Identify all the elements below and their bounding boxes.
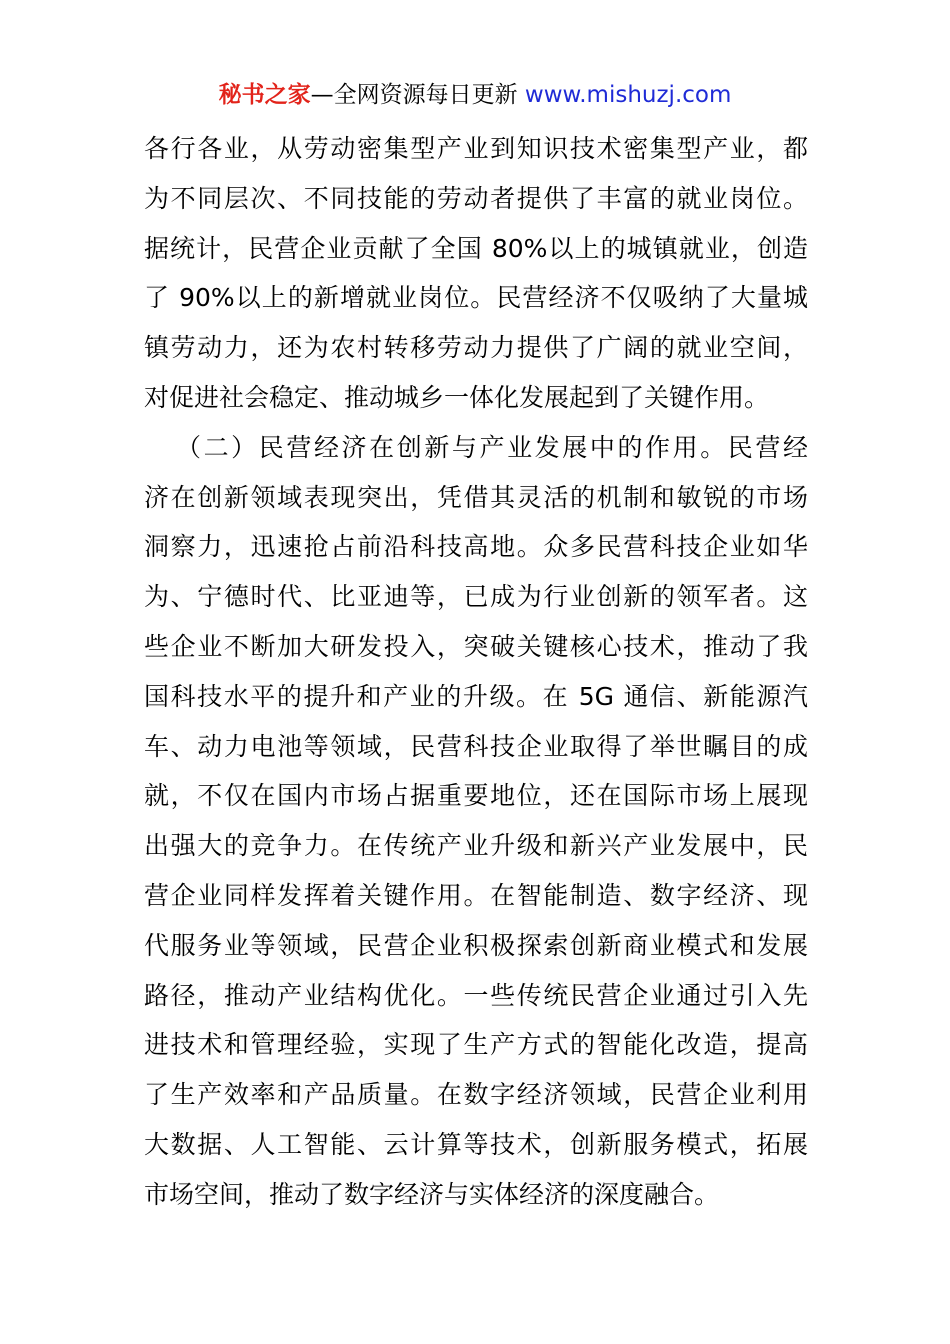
- text-line: 各行各业，从劳动密集型产业到知识技术密集型产业，都: [144, 134, 808, 163]
- text-line: 镇劳动力，还为农村转移劳动力提供了广阔的就业空间，: [144, 333, 808, 363]
- text-line: 国科技水平的提升和产业的升级。在 5G 通信、新能源汽: [144, 681, 808, 711]
- text-line: 市场空间，推动了数字经济与实体经济的深度融合。: [144, 1179, 720, 1209]
- text-line: 大数据、人工智能、云计算等技术，创新服务模式，拓展: [144, 1129, 808, 1159]
- text-line: 营企业同样发挥着关键作用。在智能制造、数字经济、现: [144, 880, 808, 910]
- text-line: 就，不仅在国内市场占据重要地位，还在国际市场上展现: [144, 781, 808, 811]
- text-line: 为不同层次、不同技能的劳动者提供了丰富的就业岗位。: [144, 183, 808, 213]
- text-line: 济在创新领域表现突出，凭借其灵活的机制和敏锐的市场: [144, 482, 808, 512]
- paragraph-employment: [144, 124, 808, 423]
- document-body: [144, 124, 808, 1220]
- paragraph-innovation: [144, 423, 808, 1220]
- text-line: 进技术和管理经验，实现了生产方式的智能化改造，提高: [144, 1030, 808, 1060]
- text-line: 据统计，民营企业贡献了全国 80%以上的城镇就业，创造: [144, 233, 808, 263]
- header-tagline: —全网资源每日更新: [310, 82, 518, 108]
- text-line: 为、宁德时代、比亚迪等，已成为行业创新的领军者。这: [144, 582, 808, 612]
- text-line: 出强大的竞争力。在传统产业升级和新兴产业发展中，民: [144, 831, 808, 861]
- header-brand: 秘书之家: [218, 82, 311, 108]
- page-header: [0, 78, 950, 112]
- header-url[interactable]: www.mishuzj.com: [524, 82, 732, 108]
- text-line: 了 90%以上的新增就业岗位。民营经济不仅吸纳了大量城: [144, 283, 808, 313]
- text-line: 车、动力电池等领域，民营科技企业取得了举世瞩目的成: [144, 731, 808, 761]
- section-heading-line: （二）民营经济在创新与产业发展中的作用。民营经: [176, 432, 808, 462]
- text-line: 些企业不断加大研发投入，突破关键核心技术，推动了我: [144, 631, 808, 661]
- text-line: 路径，推动产业结构优化。一些传统民营企业通过引入先: [144, 980, 808, 1010]
- text-line: 代服务业等领域，民营企业积极探索创新商业模式和发展: [144, 930, 808, 960]
- text-line: 对促进社会稳定、推动城乡一体化发展起到了关键作用。: [144, 382, 770, 412]
- text-line: 了生产效率和产品质量。在数字经济领域，民营企业利用: [144, 1080, 808, 1110]
- text-line: 洞察力，迅速抢占前沿科技高地。众多民营科技企业如华: [144, 532, 808, 562]
